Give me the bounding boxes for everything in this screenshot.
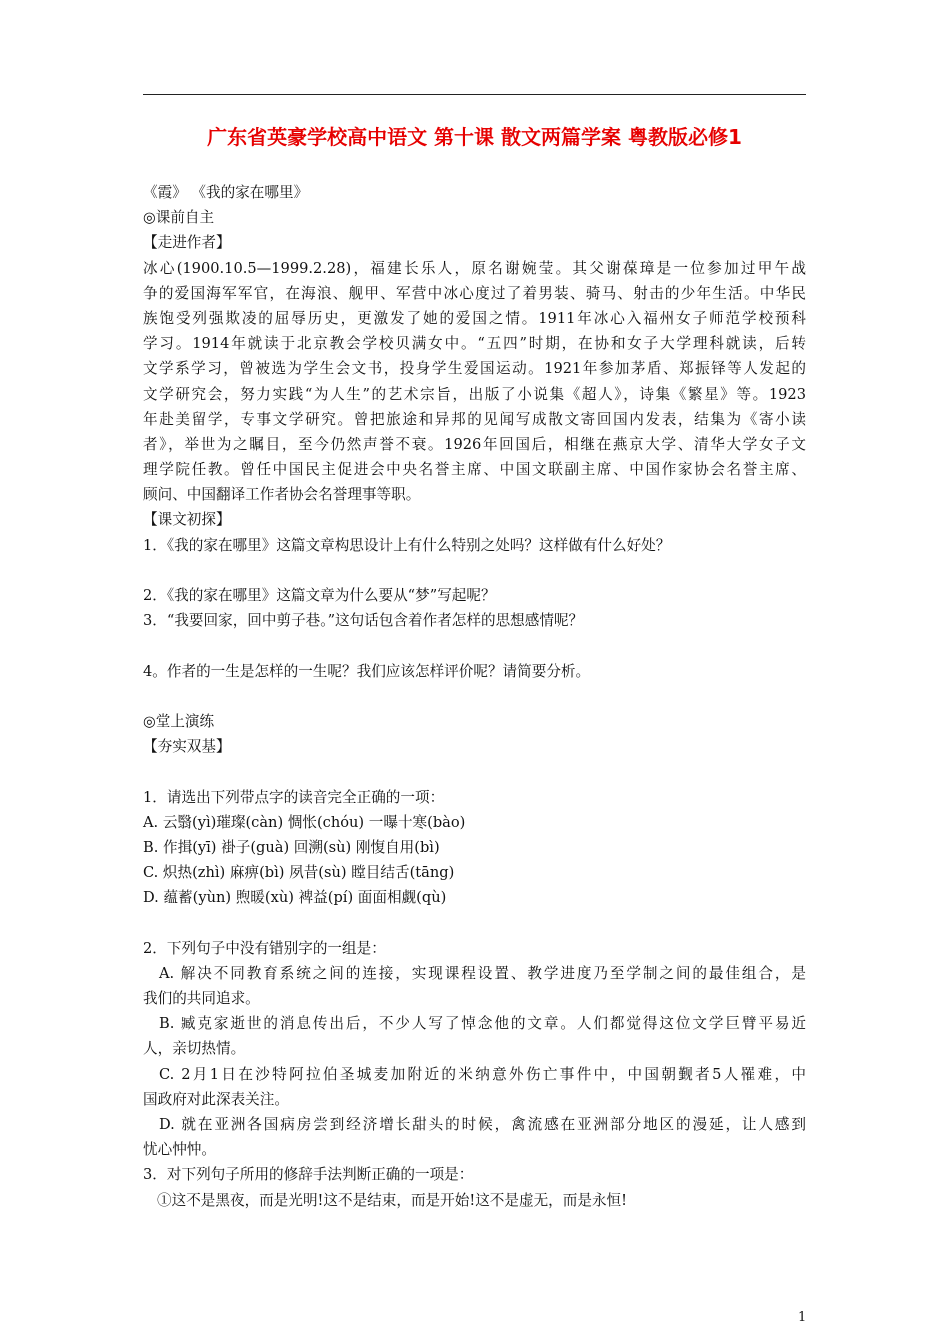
exercise-2-option-b: B. 臧克家逝世的消息传出后，不少人写了悼念他的文章。人们都觉得这位文学巨臂平易近 bbox=[159, 1015, 806, 1033]
exercise-1-option: D. 蕴蓄(yùn) 煦暖(xù) 裨益(pí) 面面相觑(qù) bbox=[143, 889, 447, 907]
question-4: 4。作者的一生是怎样的一生呢？我们应该怎样评价呢？请简要分析。 bbox=[143, 662, 591, 680]
exercise-2-option-a: A. 解决不同教育系统之间的连接，实现课程设置、教学进度乃至学制之间的最佳组合，是 bbox=[159, 964, 806, 982]
author-line: 年赴美留学，专事文学研究。曾把旅途和异邦的见闻写成散文寄回国内发表，结集为《寄小读 bbox=[143, 410, 806, 428]
author-line: 冰心(1900.10.5—1999.2.28)，福建长乐人，原名谢婉莹。其父谢葆璋是一位参加过甲午战 bbox=[143, 259, 806, 277]
document-body bbox=[143, 180, 806, 1213]
question-1: 1．《我的家在哪里》这篇文章构思设计上有什么特别之处吗？这样做有什么好处？ bbox=[143, 536, 671, 554]
author-line: 顾问、中国翻译工作者协会名誉理事等职。 bbox=[143, 486, 421, 504]
question-2: 2．《我的家在哪里》这篇文章为什么要从“梦”写起呢？ bbox=[143, 587, 496, 604]
subheading-basic: 【夯实双基】 bbox=[143, 738, 231, 756]
author-line: 争的爱国海军军官，在海浪、舰甲、军营中冰心度过了着男装、骑马、射击的少年生活。中华民 bbox=[143, 284, 806, 302]
exercise-1-stem: 1．请选出下列带点字的读音完全正确的一项： bbox=[143, 788, 445, 806]
exercise-2-option-b-cont: 人，亲切热情。 bbox=[143, 1040, 246, 1058]
exercise-2-option-d: D. 就在亚洲各国病房尝到经济增长甜头的时候，禽流感在亚洲部分地区的漫延，让人感到 bbox=[159, 1115, 806, 1133]
author-line: 学习。1914年就读于北京教会学校贝满女中。“五四”时期，在协和女子大学理科就读，后转 bbox=[143, 335, 806, 353]
exercise-3-stem: 3．对下列句子所用的修辞手法判断正确的一项是： bbox=[143, 1166, 474, 1184]
exercise-2-option-c-cont: 国政府对此深表关注。 bbox=[143, 1090, 289, 1108]
header-rule bbox=[143, 94, 806, 95]
exercise-3-item-1: ①这不是黑夜，而是光明!这不是结束，而是开始!这不是虚无，而是永恒! bbox=[157, 1191, 628, 1209]
section-heading-in-class: ◎堂上演练 bbox=[143, 712, 215, 730]
exercise-1-option: A. 云翳(yì)璀璨(càn) 惆怅(chóu) 一曝十寒(bào) bbox=[143, 813, 466, 831]
exercise-2-stem: 2．下列句子中没有错别字的一组是： bbox=[143, 939, 386, 957]
subheading-author: 【走进作者】 bbox=[143, 234, 231, 252]
author-line: 族饱受列强欺凌的屈辱历史，更激发了她的爱国之情。1911年冰心入福州女子师范学校预科 bbox=[143, 309, 806, 327]
page-number: 1 bbox=[798, 1310, 807, 1325]
author-line: 文学系学习，曾被选为学生会文书，投身学生爱国运动。1921年参加茅盾、郑振铎等人发起的 bbox=[143, 360, 806, 378]
exercise-2-option-c: C. 2月1日在沙特阿拉伯圣城麦加附近的米纳意外伤亡事件中，中国朝觐者5人罹难，中 bbox=[159, 1065, 806, 1083]
document-title: 广东省英豪学校高中语文 第十课 散文两篇学案 粤教版必修1 bbox=[207, 125, 742, 149]
author-line: 文学研究会，努力实践“为人生”的艺术宗旨，出版了小说集《超人》，诗集《繁星》等。1923 bbox=[143, 385, 806, 403]
exercise-1-option: B. 作揖(yī) 褂子(guà) 回溯(sù) 刚愎自用(bì) bbox=[143, 838, 440, 856]
author-line: 者》，举世为之瞩目，至今仍然声誉不衰。1926年回国后，相继在燕京大学、清华大学女子文 bbox=[143, 435, 806, 453]
section-heading-pre-class: ◎课前自主 bbox=[143, 209, 215, 227]
question-3: 3．“我要回家，回中剪子巷。”这句话包含着作者怎样的思想感情呢？ bbox=[143, 612, 584, 630]
subheading-explore: 【课文初探】 bbox=[143, 511, 231, 529]
exercise-2-option-d-cont: 忧心忡忡。 bbox=[143, 1141, 216, 1159]
author-line: 理学院任教。曾任中国民主促进会中央名誉主席、中国文联副主席、中国作家协会名誉主席、 bbox=[143, 461, 806, 479]
exercise-1-option: C. 炽热(zhì) 麻痹(bì) 夙昔(sù) 瞠目结舌(tāng) bbox=[143, 864, 455, 882]
exercise-2-option-a-cont: 我们的共同追求。 bbox=[143, 990, 260, 1007]
texts-line: 《霞》 《我的家在哪里》 bbox=[143, 184, 309, 201]
